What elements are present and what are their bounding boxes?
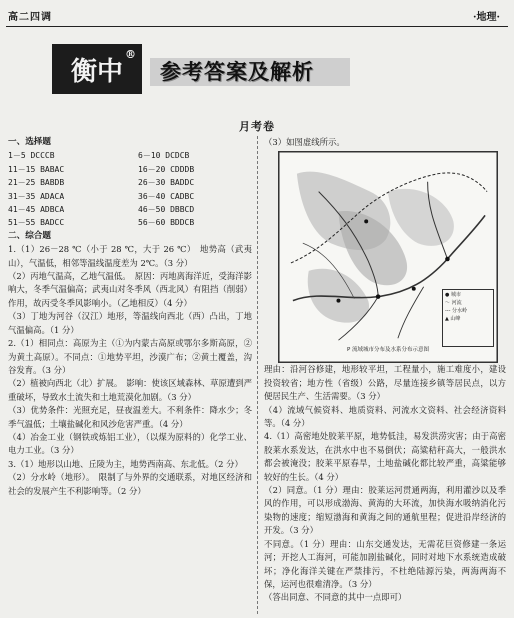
logo-registered-mark: ® bbox=[125, 48, 136, 61]
choice-answer-group: 41－45 ADBCA bbox=[8, 205, 65, 215]
map-legend bbox=[442, 289, 494, 347]
header-grade-label: 高二四调 bbox=[8, 12, 52, 23]
choice-answer-list bbox=[8, 149, 252, 229]
section-heading-choice: 一、选择题 bbox=[8, 137, 51, 147]
answer-paragraph: 1.（1）26－28 ℃（小于 28 ℃，大于 26 ℃） 地势高（武夷山），气温低，相邻等温线温度差为 2℃。（3 分） bbox=[8, 244, 252, 268]
choice-answer-group: 26－30 BADDC bbox=[138, 178, 195, 188]
legend-item: ● 城市 bbox=[445, 292, 461, 299]
legend-item: ▲ 山峰 bbox=[445, 316, 461, 323]
choice-answer-row bbox=[8, 203, 252, 216]
choice-answer-group: 21－25 BABDB bbox=[8, 178, 65, 188]
answer-paragraph: （3）丁地为河谷（汉江）地形，等温线向西北（西）凸出，丁地气温偏高。（1 分） bbox=[8, 311, 252, 335]
answer-paragraph: （2）同意。（1 分）理由：胶莱运河贯通两海，利用灌沙以及季风的作用，可以形成渤海、黄海的大环流，加快海水吸纳消化污染物的速度；缩短渤海和黄海之间的通航里程；促进沿岸经济的开发。（3 分） bbox=[264, 485, 506, 536]
answer-paragraph: （2）植被向西北（北）扩展。 影响：使该区域森林、草原遭到严重破坏，导致水土流失和土地荒漠化加剧。（3 分） bbox=[8, 378, 253, 402]
left-column bbox=[8, 136, 252, 498]
choice-answer-group: 36－40 CADBC bbox=[138, 191, 195, 201]
river-basin-map bbox=[278, 151, 498, 363]
header-divider bbox=[6, 26, 508, 27]
choice-answer-row bbox=[8, 176, 252, 189]
exam-subtitle: 月考卷 bbox=[239, 120, 275, 133]
answer-paragraph: （4）流域气候资料、地质资料、河流水文资料、社会经济资料等。（4 分） bbox=[264, 404, 506, 429]
answer-paragraph: 2.（1）相同点：高原为主（①为内蒙古高原或鄂尔多斯高原，②为黄土高原）。不同点：①地势平坦，沙漠广布；②黄土覆盖，沟谷发育。（3 分） bbox=[8, 338, 252, 375]
choice-answer-group: 1－5 DCCCB bbox=[8, 151, 55, 161]
choice-answer-group: 11－15 BABAC bbox=[8, 164, 65, 174]
right-column bbox=[264, 136, 506, 605]
answer-paragraph: （4）冶金工业（钢铁或炼铝工业），（以煤为原料的）化学工业、电力工业。（3 分） bbox=[8, 431, 252, 456]
answer-paragraph: 不同意。（1 分）理由：山东交通发达，无需花巨资修建一条运河；开挖人工海河，可能加剧盐碱化，同时对地下水系统造成破坏；净化海洋关键在严禁排污，不杜绝陆源污染，两海两海不保，运河也很难清净。（3 分） bbox=[264, 538, 506, 589]
header-subject-label: ·地理· bbox=[473, 12, 500, 23]
logo-text: 衡中 bbox=[70, 56, 123, 87]
answer-paragraph: （2）分水岭（地形）。 限制了与外界的交通联系，对地区经济和社会的发展产生不利影响等。（2 分） bbox=[8, 472, 252, 496]
answer-paragraph: （3）优势条件：光照充足，昼夜温差大。不利条件：降水少；冬季气温低；土壤盐碱化和风沙危害严重。（4 分） bbox=[8, 405, 252, 429]
choice-answer-group: 46－50 DBBCD bbox=[138, 205, 195, 215]
answer-paragraph: 3.（1）地形以山地、丘陵为主，地势西南高、东北低。（2 分） bbox=[8, 458, 243, 469]
answer-paragraph: 理由：沿河谷修建，地形较平坦，工程量小，施工难度小，建设投资较省；地方性（省级）公路，尽量连接乡镇等居民点，以方便居民生产、生活需要。（3 分） bbox=[264, 364, 506, 402]
map-caption: P 流域城市分布及水系分布示意图 bbox=[346, 347, 430, 353]
brand-logo bbox=[52, 44, 142, 94]
page-title: 参考答案及解析 bbox=[160, 59, 314, 84]
essay-answers-left bbox=[8, 243, 252, 498]
answer-paragraph: 4.（1）高密地处胶莱平原，地势低洼，易发洪涝灾害；由于高密胶莱水系发达，在洪水中也不易倒伏；高粱秸秆高大，一般洪水都会被淹没；胶莱平原春旱，土地盐碱化都比较严重，高粱能够较好的生长。（4 分） bbox=[264, 431, 506, 482]
legend-item: 〜 河流 bbox=[445, 300, 462, 307]
choice-answer-row bbox=[8, 149, 252, 162]
answer-paragraph: （答出同意、不同意的其中一点即可） bbox=[264, 592, 407, 603]
choice-answer-row bbox=[8, 216, 252, 229]
choice-answer-group: 16－20 CDDDB bbox=[138, 164, 195, 174]
section-heading-essay: 二、综合题 bbox=[8, 230, 51, 241]
column-divider bbox=[257, 136, 258, 614]
map-intro-text: （3）如图虚线所示。 bbox=[264, 137, 345, 147]
choice-answer-group: 51－55 BADCC bbox=[8, 218, 65, 228]
choice-answer-row bbox=[8, 163, 252, 176]
choice-answer-group: 6－10 DCDCB bbox=[138, 151, 190, 161]
choice-answer-group: 31－35 ADACA bbox=[8, 191, 65, 201]
essay-answers-right bbox=[264, 363, 506, 604]
choice-answer-row bbox=[8, 190, 252, 203]
choice-answer-group: 56－60 BDDCB bbox=[138, 218, 195, 228]
answer-paragraph: （2）丙地气温高，乙地气温低。 原因：丙地离海洋近，受海洋影响大，冬季气温偏高；武夷山对冬季风（西北风）有阻挡（削弱）作用，故丙受冬季风影响小。（乙地相反）（4 分） bbox=[8, 271, 253, 308]
legend-item: --- 分水岭 bbox=[445, 308, 468, 315]
